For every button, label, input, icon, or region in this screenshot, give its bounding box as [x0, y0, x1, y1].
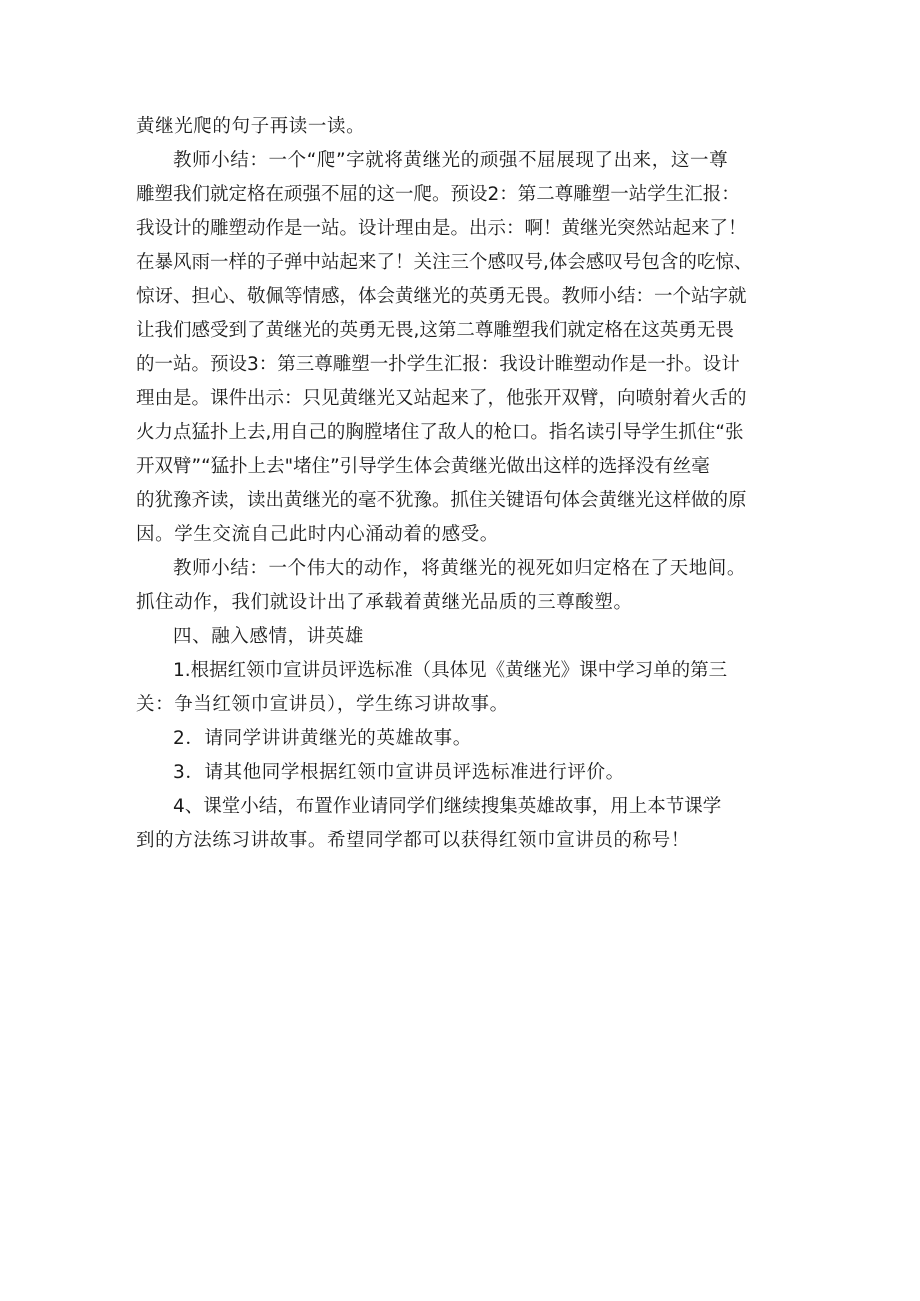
- text-line: 惊讶、担心、敬佩等情感，体会黄继光的英勇无畏。教师小结：一个站字就: [136, 286, 747, 307]
- text-line: 抓住动作，我们就设计出了承载着黄继光品质的三尊酸塑。: [136, 592, 633, 613]
- text-line: 黄继光爬的句子再读一读。: [136, 116, 366, 137]
- text-line: 让我们感受到了黄继光的英勇无畏,这第二尊雕塑我们就定格在这英勇无畏: [136, 320, 734, 341]
- list-item: 4、课堂小结，布置作业请同学们继续搜集英雄故事，用上本节课学: [173, 796, 722, 817]
- text-line: 教师小结：一个伟大的动作，将黄继光的视死如归定格在了天地间。: [173, 558, 747, 579]
- list-item: 2．请同学讲讲黄继光的英雄故事。: [173, 728, 472, 749]
- text-line: 雕塑我们就定格在顽强不屈的这一爬。预设2：第二尊雕塑一站学生汇报：: [136, 184, 740, 205]
- text-line: 的犹豫齐读，读出黄继光的毫不犹豫。抓住关键语句体会黄继光这样做的原: [136, 490, 747, 511]
- text-line: 到的方法练习讲故事。希望同学都可以获得红领巾宣讲员的称号！: [136, 830, 690, 851]
- text-line: 火力点猛扑上去,用自己的胸膛堵住了敌人的枪口。指名读引导学生抓住“张: [136, 422, 744, 443]
- section-heading: 四、融入感情，讲英雄: [173, 626, 365, 647]
- text-line: 我设计的雕塑动作是一站。设计理由是。出示：啊！黄继光突然站起来了！: [136, 218, 747, 239]
- document-body: [136, 110, 796, 858]
- text-line: 1.根据红领巾宣讲员评选标准（具体见《黄继光》课中学习单的第三: [173, 660, 728, 681]
- text-line: 关：争当红领巾宣讲员），学生练习讲故事。: [136, 694, 509, 715]
- text-line: 的一站。预设3：第三尊雕塑一扑学生汇报：我设计睢塑动作是一扑。设计: [136, 354, 740, 375]
- text-line: 理由是。课件出示：只见黄继光又站起来了，他张开双臂，向喷射着火舌的: [136, 388, 747, 409]
- text-line: 在暴风雨一样的子弹中站起来了！关注三个感叹号,体会感叹号包含的吃惊、: [136, 252, 753, 273]
- text-line: 开双臂”“猛扑上去"堵住”引导学生体会黄继光做出这样的选择没有丝毫: [136, 456, 710, 477]
- list-item: 3．请其他同学根据红领巾宣讲员评选标准进行评价。: [173, 762, 625, 783]
- text-line: 因。学生交流自己此时内心涌动着的感受。: [136, 524, 499, 545]
- text-line: 教师小结：一个“爬”字就将黄继光的顽强不屈展现了出来，这一尊: [173, 150, 729, 171]
